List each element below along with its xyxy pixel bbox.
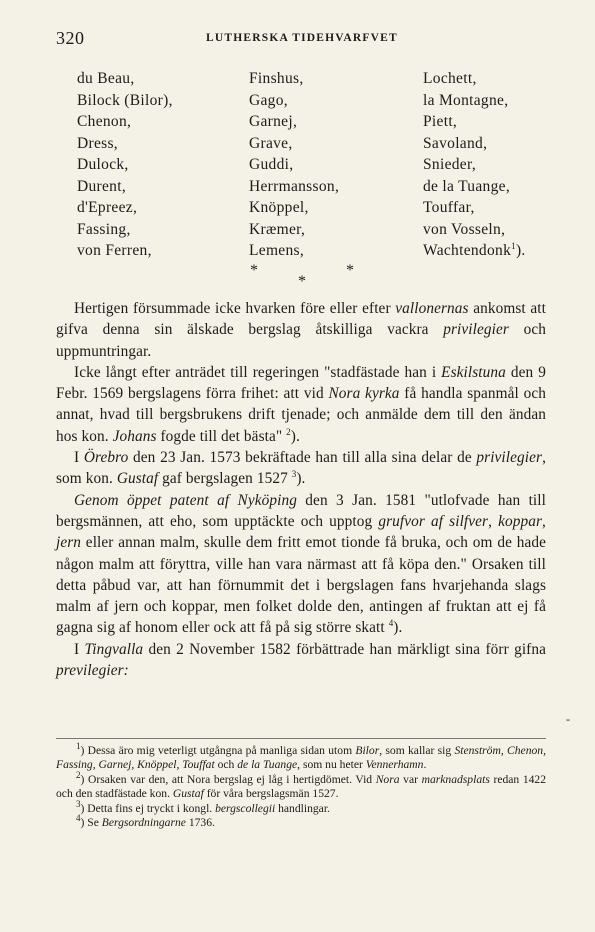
italic-text: Gustaf xyxy=(172,787,204,801)
body-text xyxy=(56,298,546,681)
paragraph-4 xyxy=(56,490,546,639)
italic-text: Bilor xyxy=(355,744,380,757)
text: , xyxy=(488,512,499,530)
italic-text: Gustaf xyxy=(116,470,159,488)
text: för våra bergslagsmän 1527. xyxy=(203,787,339,801)
footnote-number: 3 xyxy=(76,798,81,809)
footnote-2 xyxy=(56,769,547,802)
text: ankomst att gifva denna sin älskade bergslag åtskilliga vackra xyxy=(56,300,546,339)
italic-text: Nora xyxy=(375,772,400,786)
text: den 9 Febr. 1569 bergslagens förra frihet: att vid xyxy=(56,363,547,403)
footnote-3 xyxy=(56,798,546,816)
italic-text: privilegier xyxy=(443,321,509,339)
text: redan 1422 och den stadfästade kon. xyxy=(56,772,547,801)
footnote-4 xyxy=(56,813,546,830)
name-entry: Knöppel, xyxy=(249,199,309,216)
name-entry: Piett, xyxy=(423,113,458,130)
name-entry: Finshus, xyxy=(249,70,304,87)
name-entry: Dress, xyxy=(77,134,118,152)
footnote-number: 1 xyxy=(76,741,81,752)
asterisk: * xyxy=(346,262,354,279)
name-entry: du Beau, xyxy=(77,70,135,87)
text: få handla spanmål och annat, hvad till bergsbrukens drift tjenade; och anmälde dem till den ändan hos kon. xyxy=(56,385,547,445)
name-entry: d'Epreez, xyxy=(77,199,138,216)
name-entry: Bilock (Bilor), xyxy=(77,91,173,109)
italic-text: vallonernas xyxy=(395,300,469,317)
name-entry: von Vosseln, xyxy=(423,220,506,238)
footnote-ref[interactable]: 1 xyxy=(511,240,516,251)
text: ) Detta fins ej tryckt i kongl. xyxy=(80,801,216,815)
asterisk: * xyxy=(298,273,306,290)
name-entry: Chenon, xyxy=(77,113,132,130)
name-entry: Kræmer, xyxy=(249,220,306,238)
text: ) Se xyxy=(80,816,102,830)
paragraph-5 xyxy=(56,639,546,682)
text: ). xyxy=(296,470,306,488)
italic-text: grufvor af silfver xyxy=(378,512,489,530)
running-title: LUTHERSKA TIDEHVARFVET xyxy=(206,32,398,44)
italic-text: Genom öppet patent af Nyköping xyxy=(74,491,297,509)
italic-text: de la Tuange xyxy=(237,758,298,772)
italic-text: Johans xyxy=(112,427,157,445)
paragraph-2 xyxy=(56,362,546,447)
name-entry: Fassing, xyxy=(77,220,131,238)
text: den 23 Jan. 1573 bekräftade han till alla sina delar de xyxy=(128,449,477,467)
text: ) Dessa äro mig veterligt utgångna på manliga sidan utom xyxy=(80,744,356,757)
footnote-ref[interactable]: 3 xyxy=(291,469,297,480)
italic-text: Eskilstuna xyxy=(441,363,506,381)
name-entry: Grave, xyxy=(249,134,293,152)
text: , som kon. xyxy=(56,449,546,488)
italic-text: Tingvalla xyxy=(84,640,144,658)
name-entry: von Ferren, xyxy=(77,242,152,259)
section-divider-asterisks xyxy=(0,262,595,290)
page-header xyxy=(56,28,546,52)
footnotes xyxy=(56,741,547,830)
text: handlingar. xyxy=(275,801,330,815)
text: , som kallar sig xyxy=(379,744,455,757)
text: , xyxy=(542,512,546,530)
name-entry-last xyxy=(423,240,526,262)
italic-text: Stenström, Chenon, Fassing, Garnej, Knöppel, Touffat xyxy=(56,744,546,772)
name-entry: Lochett, xyxy=(423,70,477,87)
text: Hertigen försummade icke hvarken före eller efter xyxy=(74,300,396,317)
footnote-number: 2 xyxy=(76,769,81,780)
italic-text: Vennerhamn xyxy=(365,758,424,772)
text: Icke långt efter anträdet till regeringen "stadfästade han i xyxy=(74,363,442,381)
text: I xyxy=(74,449,84,467)
name-entry: Dulock, xyxy=(77,156,129,173)
name-entry: Gago, xyxy=(249,91,288,109)
text: eller annan malm, skulle dem fritt emot tionde få bruka, och om de hade någon malm att föryttra, ville han vara närmast att få köpa den." Orsaken till detta påbud var, att han förnummit det i bergslagen fans hvarjehanda slags malm af jern och koppar, men folket dolde den, antingen af fruktan att ej få gagna sig af honom eller ock att få på sig större skatt xyxy=(56,534,546,637)
text: gaf bergslagen 1527 xyxy=(158,470,292,488)
footnote-divider xyxy=(56,738,546,739)
text: 1736. xyxy=(185,816,215,830)
name-entry: Garnej, xyxy=(249,113,298,130)
text: var xyxy=(399,772,422,786)
name-entry: la Montagne, xyxy=(423,91,509,109)
text: I xyxy=(74,640,85,658)
name-entry: Durent, xyxy=(77,177,127,195)
text: . xyxy=(423,758,427,772)
footnote-number: 4 xyxy=(76,813,81,824)
paragraph-1 xyxy=(56,298,546,362)
italic-text: privilegier xyxy=(476,449,543,467)
footnote-ref[interactable]: 2 xyxy=(286,426,291,437)
footnote-1 xyxy=(56,741,546,773)
footnote-ref[interactable]: 4 xyxy=(388,618,394,629)
name-entry: Herrmansson, xyxy=(249,177,340,195)
margin-mark: - xyxy=(566,712,570,726)
italic-text: jern xyxy=(56,534,82,552)
text: den 2 November 1582 förbättrade han märkligt sina förr gifna xyxy=(143,640,546,658)
italic-text: koppar xyxy=(498,512,543,530)
italic-text: Nora kyrka xyxy=(328,385,400,403)
text: och xyxy=(214,758,238,772)
punctuation: ). xyxy=(515,242,526,259)
italic-text: previlegier: xyxy=(56,662,129,680)
text: ). xyxy=(290,427,300,445)
text: den 3 Jan. 1581 "utlofvade han till bergsmännen, att eho, som upptäckte och upptog xyxy=(56,491,546,530)
text: ). xyxy=(393,619,403,637)
italic-text: Örebro xyxy=(83,449,129,467)
italic-text: Bergsordningarne xyxy=(101,816,186,830)
name-entry: Wachtendonk xyxy=(423,242,512,259)
paragraph-3 xyxy=(56,447,546,490)
text: och uppmuntringar. xyxy=(56,321,546,360)
name-entry: Snieder, xyxy=(423,156,477,173)
page-number: 320 xyxy=(56,28,85,48)
name-entry: de la Tuange, xyxy=(423,177,510,195)
text: , som nu heter xyxy=(297,758,366,772)
name-entry: Lemens, xyxy=(249,242,305,259)
name-column-3 xyxy=(423,68,526,262)
italic-text: marknadsplats xyxy=(421,772,490,786)
name-entry: Savoland, xyxy=(423,134,488,152)
asterisk: * xyxy=(250,262,258,279)
text: ) Orsaken var den, att Nora bergslag ej låg i hertigdömet. Vid xyxy=(80,772,376,786)
italic-text: bergscollegii xyxy=(215,801,276,815)
name-entry: Guddi, xyxy=(249,156,294,173)
text: fogde till det bästa" xyxy=(156,427,287,445)
name-column-2 xyxy=(249,68,339,262)
name-entry: Touffar, xyxy=(423,199,475,216)
name-column-1 xyxy=(77,68,173,262)
